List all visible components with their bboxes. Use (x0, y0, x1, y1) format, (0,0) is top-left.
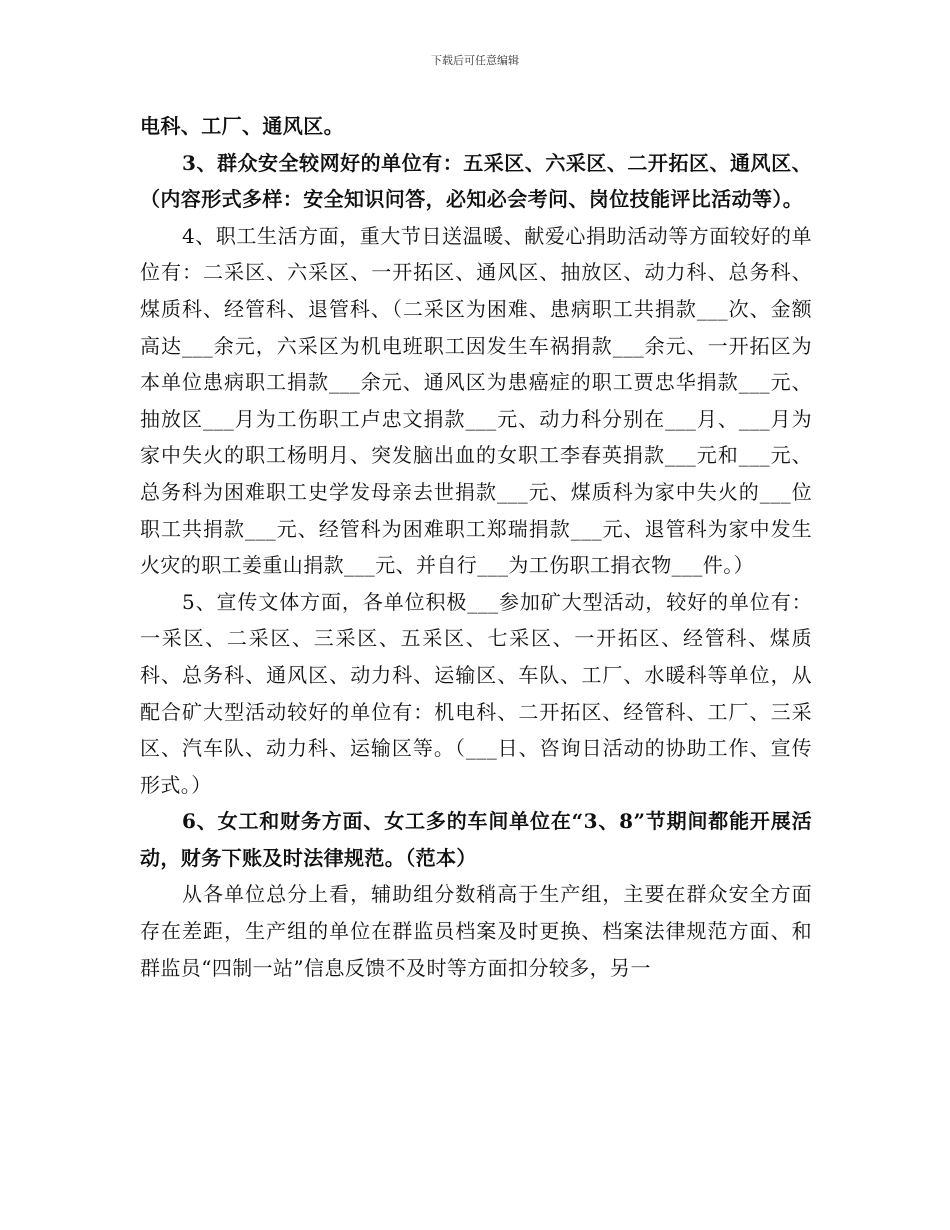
document-body (140, 108, 812, 986)
paragraph-3: 4、职工生活方面，重大节日送温暖、献爱心捐助活动等方面较好的单位有：二采区、六采区、一开拓区、通风区、抽放区、动力科、总务科、煤质科、经管科、退管科、（二采区为困难、患病职工共捐款___次、金额高达___余元，六采区为机电班职工因发生车祸捐款___余元、一开拓区为本单位患病职工捐款___余元、通风区为患癌症的职工贾忠华捐款___元、抽放区___月为工伤职工卢忠文捐款___元、动力科分别在___月、___月为家中失火的职工杨明月、突发脑出血的女职工李春英捐款___元和___元、总务科为困难职工史学发母亲去世捐款___元、煤质科为家中失火的___位职工共捐款___元、经管科为困难职工郑瑞捐款___元、退管科为家中发生火灾的职工姜重山捐款___元、并自行___为工伤职工捐衣物___件。） (140, 223, 812, 578)
page-header: 下载后可任意编辑 (431, 54, 519, 67)
paragraph-1: 电科、工厂、通风区。 (140, 114, 344, 138)
paragraph-5: 6、女工和财务方面、女工多的车间单位在“3、8”节期间都能开展活动，财务下账及时法律规范。（范本） (140, 809, 812, 870)
paragraph-6: 从各单位总分上看，辅助组分数稍高于生产组，主要在群众安全方面存在差距，生产组的单位在群监员档案及时更换、档案法律规范方面、和群监员“四制一站”信息反馈不及时等方面扣分较多，另一 (140, 882, 812, 980)
paragraph-2: 3、群众安全较网好的单位有：五采区、六采区、二开拓区、通风区、（内容形式多样：安全知识问答，必知必会考问、岗位技能评比活动等）。 (140, 150, 812, 212)
paragraph-4: 5、宣传文体方面，各单位积极___参加矿大型活动，较好的单位有：一采区、二采区、三采区、五采区、七采区、一开拓区、经管科、煤质科、总务科、通风区、动力科、运输区、车队、工厂、水暖科等单位，从配合矿大型活动较好的单位有：机电科、二开拓区、经管科、工厂、三采区、汽车队、动力科、运输区等。（___日、咨询日活动的协助工作、宣传形式。） (140, 589, 812, 797)
